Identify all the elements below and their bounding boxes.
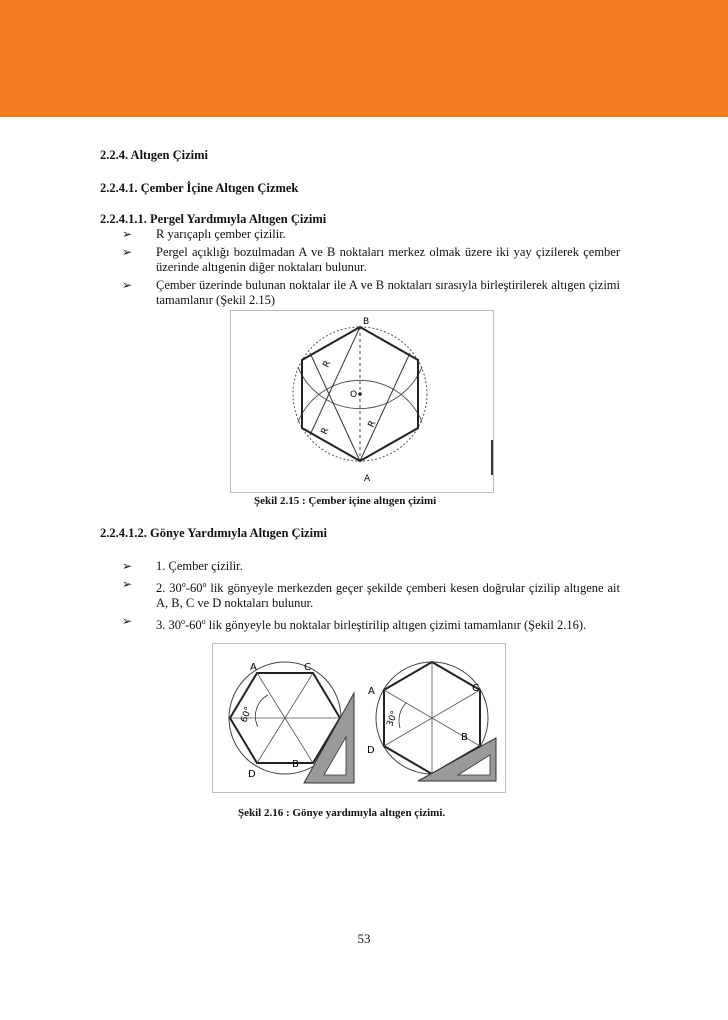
page-number: 53 — [357, 931, 371, 946]
angle-arc — [399, 703, 406, 728]
label-a: A — [368, 686, 375, 697]
angle-label-60: 60° — [239, 705, 255, 725]
caption-sekil-2-16: Şekil 2.16 : Gönye yardımıyla altıgen çizimi. — [238, 807, 446, 819]
label-b: B — [292, 759, 299, 770]
heading-altigen-cizimi: 2.2.4. Altıgen Çizimi — [100, 148, 208, 162]
label-c: C — [304, 662, 311, 673]
radius-line — [360, 353, 410, 461]
arrow-bullet-icon: ➢ — [122, 277, 133, 292]
list-item: ➢ 1. Çember çizilir. — [122, 559, 243, 573]
radius-line — [310, 353, 360, 461]
caption-sekil-2-15: Şekil 2.15 : Çember içine altıgen çizimi — [254, 495, 437, 507]
arrow-bullet-icon: ➢ — [122, 613, 133, 628]
angle-label-30: 30° — [385, 709, 401, 729]
label-a: A — [364, 474, 371, 484]
label-r: R — [319, 426, 332, 437]
list-item: ➢ Pergel açıklığı bozulmadan A ve B noktaları merkez olmak üzere iki yay çizilerek çember üzerinde altıgenin diğer noktaları bulunur. — [122, 244, 620, 274]
left-drawing — [229, 662, 354, 783]
center-point — [358, 392, 362, 396]
arrow-bullet-icon: ➢ — [122, 244, 133, 259]
list-item: ➢ 3. 30$^o$-60$^o$ lik gönyeyle bu noktalar birleştirilip altıgen çizimi tamamlanır (Şekil 2.16). — [122, 613, 587, 632]
bullet-list-pergel — [122, 227, 620, 311]
label-r: R — [321, 359, 334, 370]
heading-gonye: 2.2.4.1.2. Gönye Yardımıyla Altıgen Çizimi — [100, 526, 327, 540]
bullet-list-gonye — [122, 559, 620, 635]
figure-hexagon-set-square — [212, 643, 506, 793]
label-d: D — [248, 769, 256, 780]
label-b: B — [363, 317, 370, 327]
list-item: ➢ 2. 30$^o$-60$^o$ lik gönyeyle merkezden geçer şekilde çemberi kesen doğrular çizilip altıgene ait A, B, C ve D noktaları bulunur. — [122, 576, 620, 611]
right-drawing — [367, 662, 496, 781]
figure-frame — [231, 311, 494, 493]
label-c: C — [472, 683, 479, 694]
label-o: O — [350, 390, 358, 400]
header-band — [0, 0, 728, 117]
label-d: D — [367, 745, 375, 756]
angle-arc — [255, 695, 268, 727]
heading-pergel: 2.2.4.1.1. Pergel Yardımıyla Altıgen Çizimi — [100, 212, 327, 226]
arrow-bullet-icon: ➢ — [122, 576, 133, 591]
arrow-bullet-icon: ➢ — [122, 227, 133, 241]
label-a: A — [250, 662, 257, 673]
figure-hexagon-compass — [230, 310, 494, 493]
label-r: R — [366, 419, 379, 430]
label-b: B — [461, 732, 468, 743]
heading-cember-icine: 2.2.4.1. Çember İçine Altıgen Çizmek — [100, 181, 299, 195]
list-item: ➢ R yarıçaplı çember çizilir. — [122, 227, 286, 241]
arrow-bullet-icon: ➢ — [122, 559, 133, 573]
list-item: ➢ Çember üzerinde bulunan noktalar ile A ve B noktaları sırasıyla birleştirilerek altıgen çizimi tamamlanır (Şekil 2.15) — [122, 277, 620, 307]
